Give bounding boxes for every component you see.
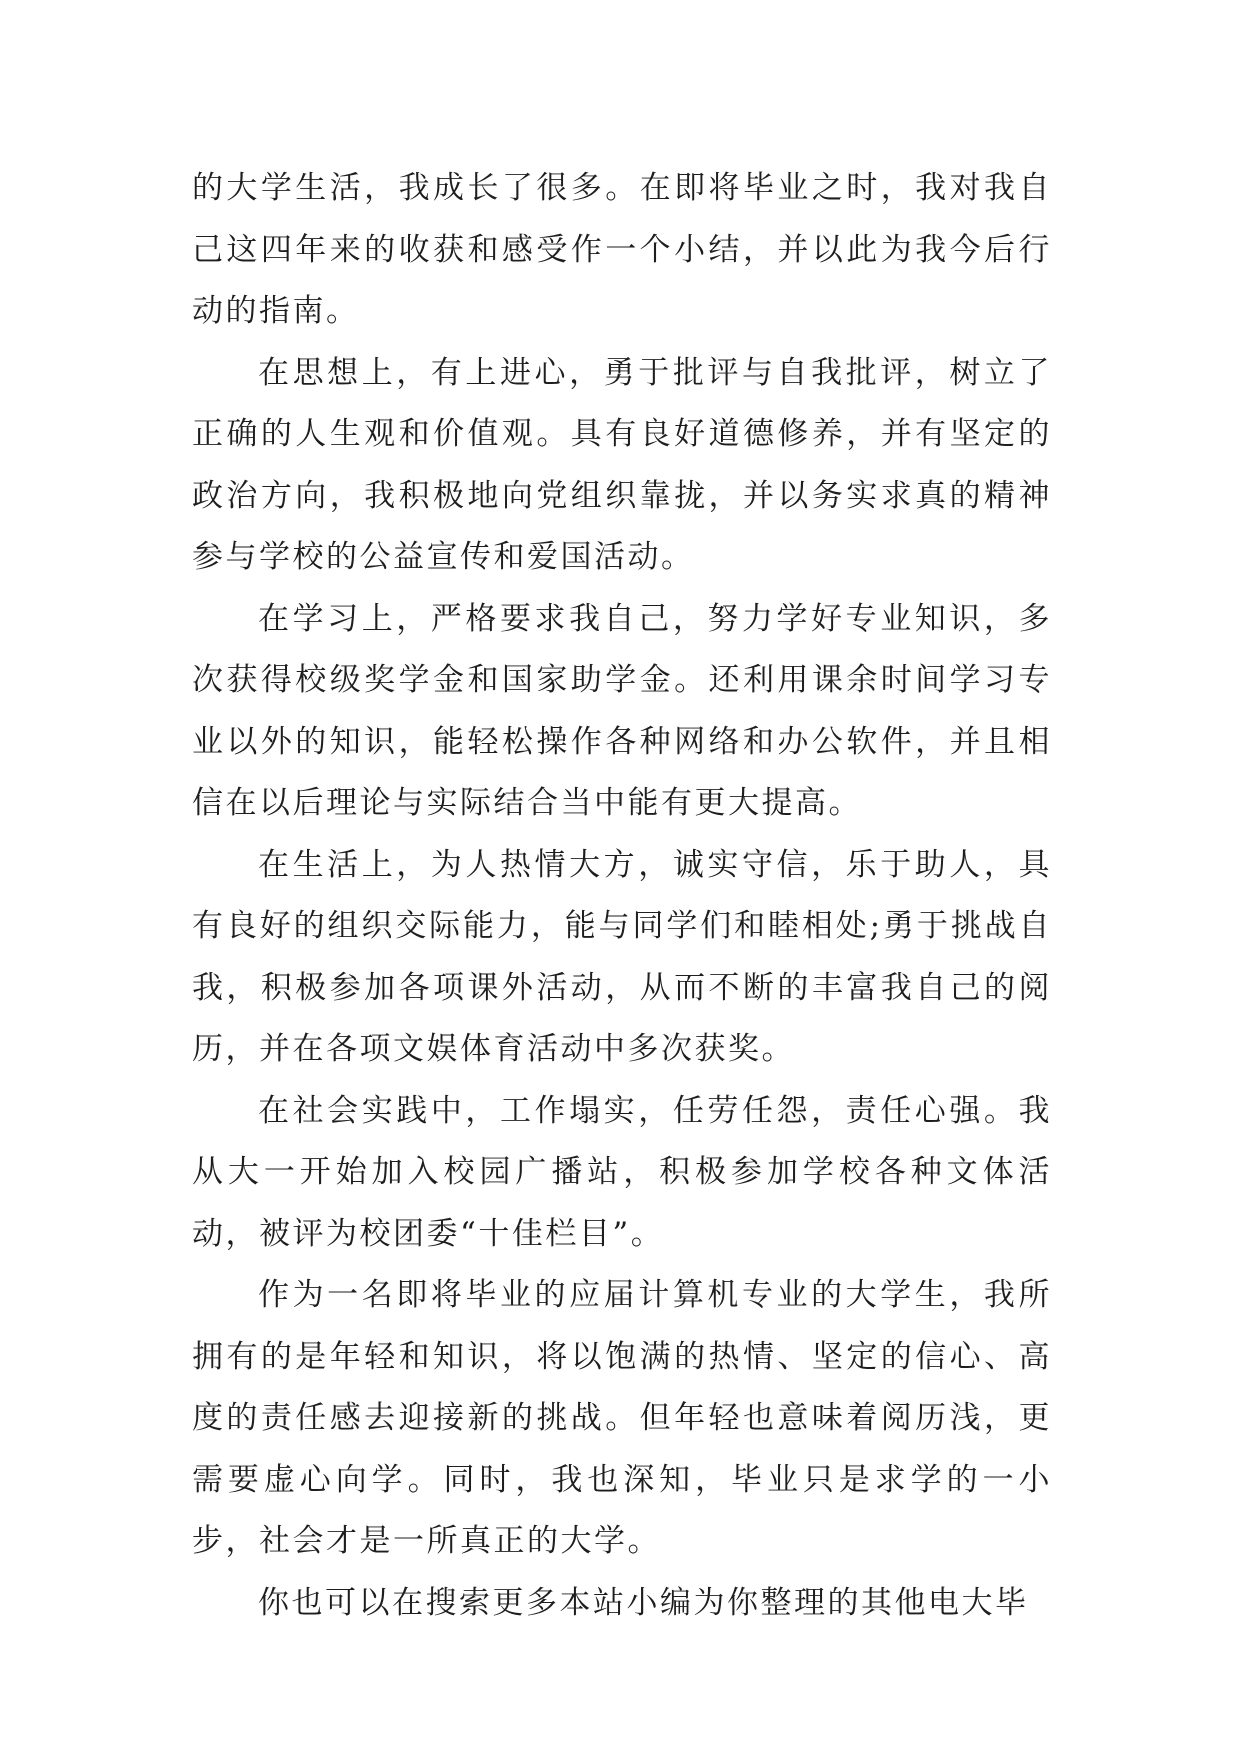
paragraph-ideology: 在思想上，有上进心，勇于批评与自我批评，树立了正确的人生观和价值观。具有良好道德修养，并有坚定的政治方向，我积极地向党组织靠拢，并以务实求真的精神参与学校的公益宣传和爱国活动。 xyxy=(192,354,1052,575)
paragraph-graduate-outlook: 作为一名即将毕业的应届计算机专业的大学生，我所拥有的是年轻和知识，将以饱满的热情、坚定的信心、高度的责任感去迎接新的挑战。但年轻也意味着阅历浅，更需要虚心向学。同时，我也深知，毕业只是求学的一小步，社会才是一所真正的大学。 xyxy=(192,1277,1052,1559)
paragraph-study: 在学习上，严格要求我自己，努力学好专业知识，多次获得校级奖学金和国家助学金。还利用课余时间学习专业以外的知识，能轻松操作各种网络和办公软件，并且相信在以后理论与实际结合当中能有更大提高。 xyxy=(192,600,1052,821)
paragraph-social-practice: 在社会实践中，工作塌实，任劳任怨，责任心强。我从大一开始加入校园广播站，积极参加学校各种文体活动，被评为校团委“十佳栏目”。 xyxy=(192,1092,1052,1252)
paragraph-more-articles: 你也可以在搜索更多本站小编为你整理的其他电大毕 xyxy=(258,1584,1029,1621)
paragraph-intro-continuation: 的大学生活，我成长了很多。在即将毕业之时，我对我自己这四年来的收获和感受作一个小结，并以此为我今后行动的指南。 xyxy=(192,170,1052,329)
document-page xyxy=(192,158,1052,1634)
paragraph-life: 在生活上，为人热情大方，诚实守信，乐于助人，具有良好的组织交际能力，能与同学们和睦相处;勇于挑战自我，积极参加各项课外活动，从而不断的丰富我自己的阅历，并在各项文娱体育活动中多次获奖。 xyxy=(192,846,1052,1067)
